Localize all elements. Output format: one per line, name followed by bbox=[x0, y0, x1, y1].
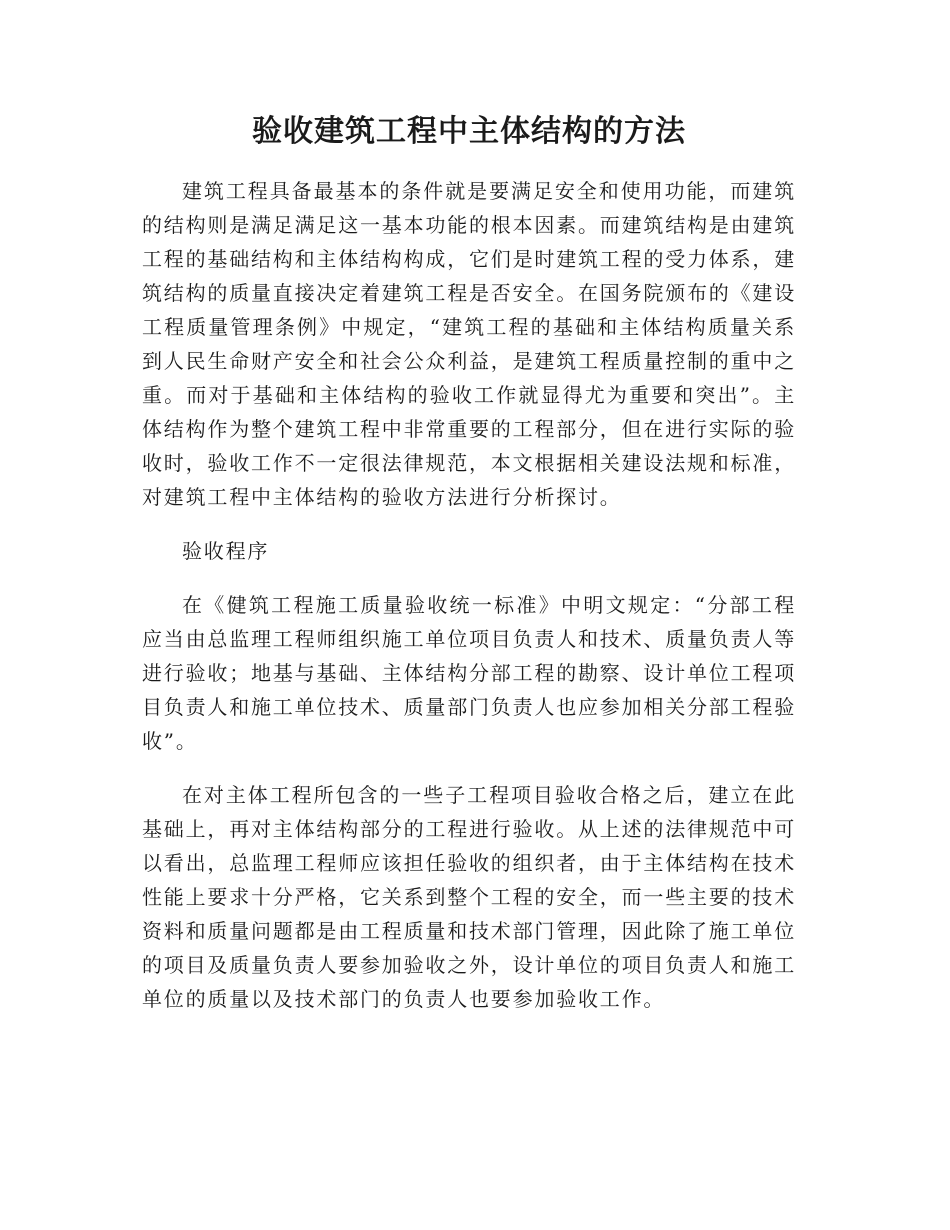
section-heading-acceptance-procedure: 验收程序 bbox=[182, 539, 270, 563]
paragraph-standard-quote: 在《健筑工程施工质量验收统一标准》中明文规定：“分部工程应当由总监理工程师组织施工单位项目负责人和技术、质量负责人等进行验收；地基与基础、主体结构分部工程的勘察、设计单位工程项目负责人和施工单位技术、质量部门负责人也应参加相关分部工程验收”。 bbox=[142, 593, 796, 753]
document-title: 验收建筑工程中主体结构的方法 bbox=[252, 114, 686, 149]
paragraph-intro: 建筑工程具备最基本的条件就是要满足安全和使用功能，而建筑的结构则是满足满足这一基本功能的根本因素。而建筑结构是由建筑工程的基础结构和主体结构构成，它们是时建筑工程的受力体系，建筑结构的质量直接决定着建筑工程是否安全。在国务院颁布的《建设工程质量管理条例》中规定，“建筑工程的基础和主体结构质量关系到人民生命财产安全和社会公众利益，是建筑工程质量控制的重中之重。而对于基础和主体结构的验收工作就显得尤为重要和突出”。主体结构作为整个建筑工程中非常重要的工程部分，但在进行实际的验收时，验收工作不一定很法律规范，本文根据相关建设法规和标准，对建筑工程中主体结构的验收方法进行分析探讨。 bbox=[142, 179, 796, 509]
paragraph-acceptance-participants: 在对主体工程所包含的一些子工程项目验收合格之后，建立在此基础上，再对主体结构部分的工程进行验收。从上述的法律规范中可以看出，总监理工程师应该担任验收的组织者，由于主体结构在技术性能上要求十分严格，它关系到整个工程的安全，而一些主要的技术资料和质量问题都是由工程质量和技术部门管理，因此除了施工单位的项目及质量负责人要参加验收之外，设计单位的项目负责人和施工单位的质量以及技术部门的负责人也要参加验收工作。 bbox=[142, 783, 796, 1011]
document-page bbox=[142, 108, 796, 1016]
